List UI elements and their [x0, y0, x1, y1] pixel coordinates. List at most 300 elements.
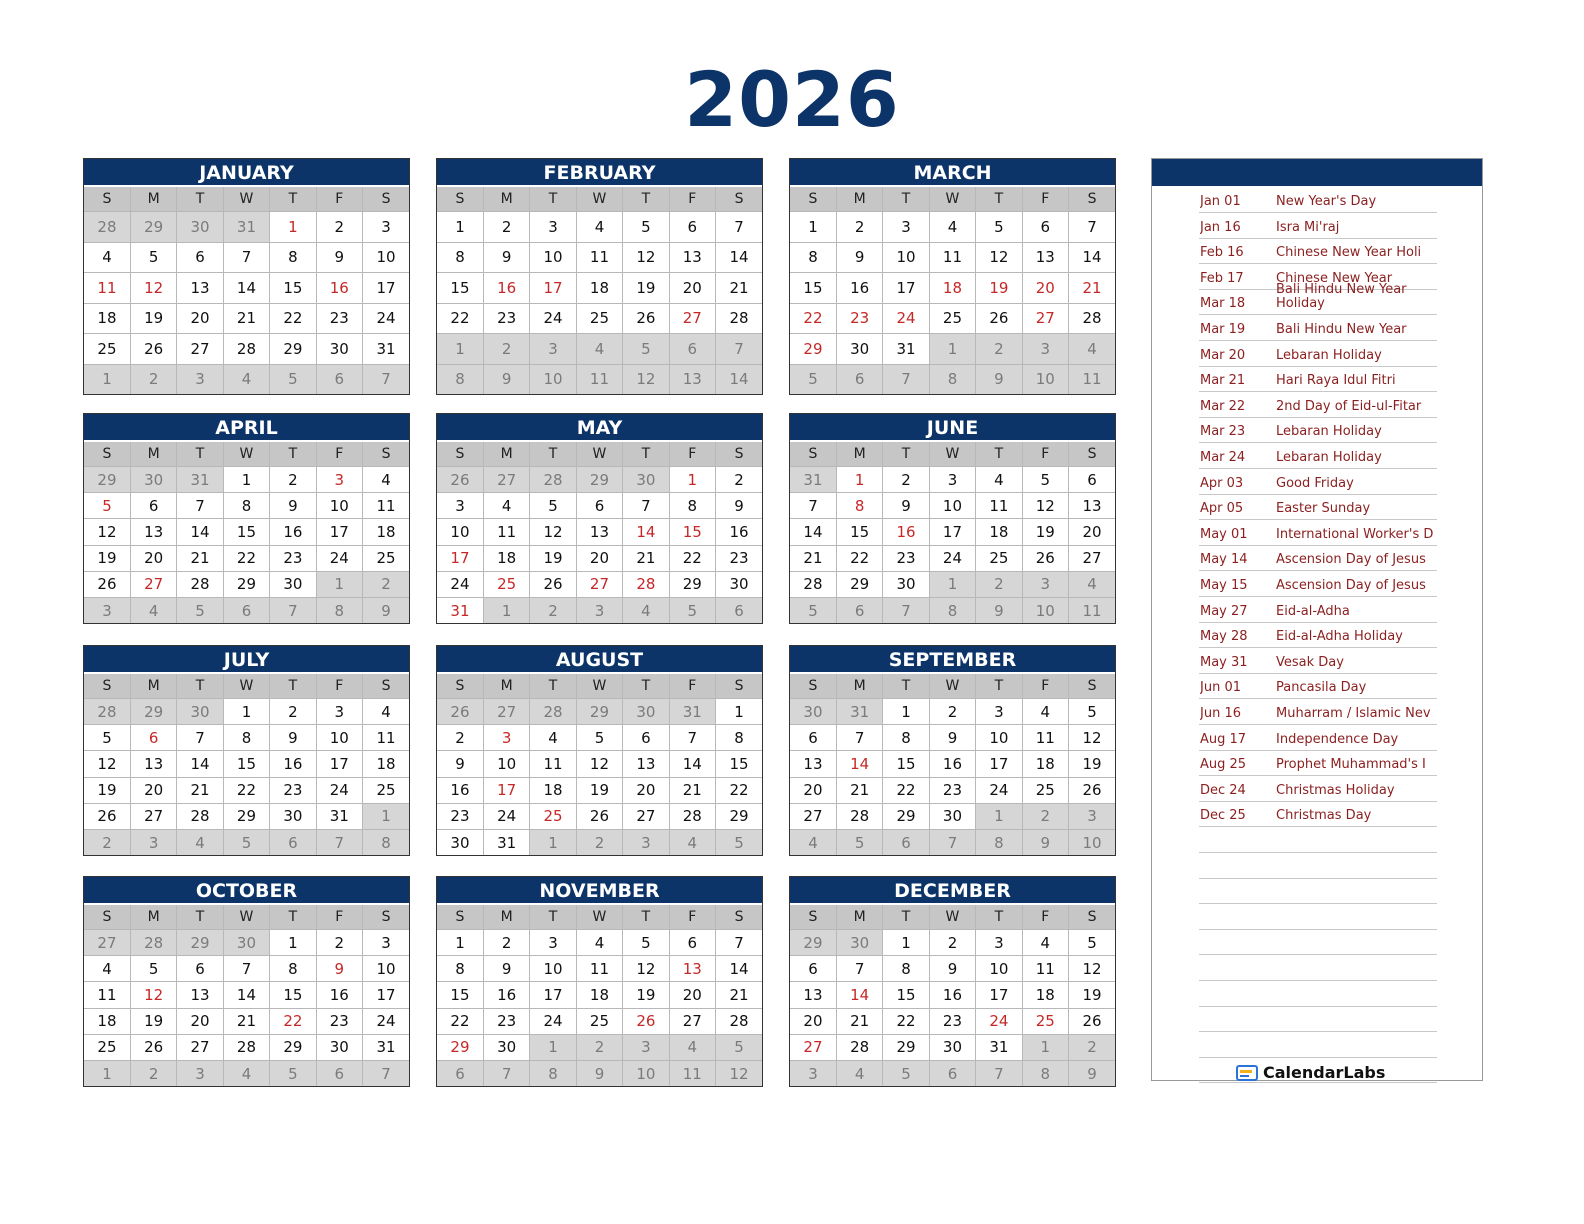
adjacent-month-day: 31 — [223, 212, 269, 243]
day-cell: 7 — [223, 956, 269, 982]
holiday-day: 13 — [669, 956, 715, 982]
day-cell: 30 — [929, 803, 975, 829]
weekday-label: W — [576, 442, 622, 467]
holiday-day: 27 — [790, 1034, 836, 1060]
day-cell: 21 — [716, 982, 762, 1008]
day-cell: 26 — [576, 803, 622, 829]
adjacent-month-day: 7 — [883, 364, 929, 394]
day-cell: 26 — [1022, 545, 1068, 571]
day-cell: 19 — [530, 545, 576, 571]
holiday-row — [1199, 629, 1437, 648]
day-cell: 16 — [929, 982, 975, 1008]
holiday-row — [1199, 398, 1437, 418]
weekday-label: S — [790, 905, 836, 930]
day-cell: 9 — [716, 493, 762, 519]
adjacent-month-day: 9 — [976, 364, 1022, 394]
day-cell: 2 — [437, 725, 483, 751]
day-cell: 13 — [1069, 493, 1115, 519]
holiday-date: Aug 25 — [1200, 757, 1247, 773]
week-row — [790, 364, 1115, 394]
day-cell: 23 — [483, 1008, 529, 1034]
day-cell: 11 — [363, 493, 409, 519]
holiday-date: Apr 03 — [1200, 475, 1244, 491]
month-march — [789, 158, 1116, 395]
week-row — [790, 1034, 1115, 1060]
weekday-label: S — [84, 187, 130, 212]
day-cell: 5 — [576, 725, 622, 751]
month-grid — [790, 187, 1115, 394]
weekday-header-row — [84, 442, 409, 467]
day-cell: 30 — [929, 1034, 975, 1060]
adjacent-month-day: 31 — [836, 699, 882, 725]
holiday-date: Mar 23 — [1200, 424, 1246, 440]
holiday-date: Feb 16 — [1200, 245, 1244, 261]
holiday-date: May 27 — [1200, 603, 1248, 619]
weekday-header-row — [84, 905, 409, 930]
adjacent-month-day: 7 — [363, 364, 409, 394]
week-row — [790, 1060, 1115, 1086]
day-cell: 7 — [790, 493, 836, 519]
weekday-label: T — [623, 187, 669, 212]
day-cell: 17 — [976, 751, 1022, 777]
adjacent-month-day: 29 — [177, 930, 223, 956]
day-cell: 1 — [223, 467, 269, 493]
day-cell: 31 — [976, 1034, 1022, 1060]
week-row — [790, 334, 1115, 365]
holiday-date: Mar 20 — [1200, 347, 1246, 363]
day-cell: 24 — [316, 777, 362, 803]
day-cell: 10 — [976, 725, 1022, 751]
adjacent-month-day: 8 — [929, 597, 975, 623]
adjacent-month-day: 3 — [576, 597, 622, 623]
day-cell: 16 — [716, 519, 762, 545]
day-cell: 14 — [716, 242, 762, 273]
adjacent-month-day: 5 — [716, 829, 762, 855]
weekday-label: S — [716, 674, 762, 699]
day-cell: 25 — [1022, 777, 1068, 803]
day-cell: 24 — [929, 545, 975, 571]
weekday-label: F — [316, 442, 362, 467]
day-cell: 3 — [437, 493, 483, 519]
day-cell: 12 — [623, 956, 669, 982]
month-title: JULY — [84, 646, 409, 674]
holiday-name: Hari Raya Idul Fitri — [1276, 374, 1396, 389]
week-row — [84, 930, 409, 956]
day-cell: 5 — [1069, 699, 1115, 725]
day-cell: 14 — [790, 519, 836, 545]
weekday-label: F — [316, 187, 362, 212]
adjacent-month-day: 30 — [836, 930, 882, 956]
day-cell: 8 — [223, 725, 269, 751]
weekday-label: T — [270, 187, 316, 212]
day-cell: 9 — [929, 725, 975, 751]
adjacent-month-day: 6 — [836, 597, 882, 623]
adjacent-month-day: 2 — [976, 571, 1022, 597]
day-cell: 2 — [716, 467, 762, 493]
holiday-date: Mar 21 — [1200, 373, 1246, 389]
month-grid — [437, 674, 762, 855]
holiday-day: 17 — [437, 545, 483, 571]
weekday-label: T — [530, 187, 576, 212]
week-row — [437, 930, 762, 956]
day-cell: 29 — [883, 1034, 929, 1060]
holiday-row — [1199, 1082, 1437, 1083]
week-row — [790, 493, 1115, 519]
weekday-label: F — [1022, 187, 1068, 212]
day-cell: 2 — [929, 699, 975, 725]
week-row — [84, 1060, 409, 1086]
adjacent-month-day: 3 — [623, 1034, 669, 1060]
day-cell: 3 — [363, 930, 409, 956]
adjacent-month-day: 3 — [790, 1060, 836, 1086]
day-cell: 11 — [1022, 725, 1068, 751]
day-cell: 12 — [84, 751, 130, 777]
adjacent-month-day: 31 — [669, 699, 715, 725]
day-cell: 5 — [1022, 467, 1068, 493]
day-cell: 14 — [223, 982, 269, 1008]
holiday-name: Eid-al-Adha — [1276, 604, 1350, 619]
holiday-date: Aug 17 — [1200, 731, 1247, 747]
month-grid — [84, 187, 409, 394]
day-cell: 24 — [363, 303, 409, 334]
day-cell: 8 — [437, 242, 483, 273]
weekday-label: T — [177, 442, 223, 467]
weekday-label: W — [576, 674, 622, 699]
day-cell: 26 — [530, 571, 576, 597]
day-cell: 8 — [270, 956, 316, 982]
day-cell: 19 — [84, 545, 130, 571]
week-row — [790, 725, 1115, 751]
holiday-row — [1199, 322, 1437, 341]
day-cell: 21 — [716, 273, 762, 304]
holiday-row — [1199, 245, 1437, 264]
holiday-day: 1 — [270, 212, 316, 243]
weekday-label: W — [223, 187, 269, 212]
week-row — [437, 1008, 762, 1034]
day-cell: 22 — [437, 303, 483, 334]
day-cell: 23 — [270, 545, 316, 571]
day-cell: 2 — [836, 212, 882, 243]
weekday-label: T — [177, 187, 223, 212]
day-cell: 20 — [623, 777, 669, 803]
day-cell: 28 — [223, 1034, 269, 1060]
weekday-label: W — [929, 674, 975, 699]
weekday-label: S — [790, 442, 836, 467]
adjacent-month-day: 4 — [576, 334, 622, 365]
holiday-day: 24 — [976, 1008, 1022, 1034]
day-cell: 1 — [437, 212, 483, 243]
adjacent-month-day: 30 — [790, 699, 836, 725]
adjacent-month-day: 27 — [84, 930, 130, 956]
adjacent-month-day: 29 — [130, 212, 176, 243]
day-cell: 3 — [363, 212, 409, 243]
day-cell: 28 — [790, 571, 836, 597]
month-grid — [790, 674, 1115, 855]
day-cell: 20 — [130, 777, 176, 803]
day-cell: 25 — [363, 545, 409, 571]
week-row — [84, 1034, 409, 1060]
day-cell: 28 — [1069, 303, 1115, 334]
day-cell: 30 — [836, 334, 882, 365]
holiday-day: 25 — [483, 571, 529, 597]
day-cell: 17 — [363, 273, 409, 304]
adjacent-month-day: 1 — [976, 803, 1022, 829]
month-title: SEPTEMBER — [790, 646, 1115, 674]
month-december — [789, 876, 1116, 1087]
day-cell: 14 — [177, 519, 223, 545]
day-cell: 28 — [716, 1008, 762, 1034]
adjacent-month-day: 3 — [1022, 334, 1068, 365]
weekday-label: S — [84, 905, 130, 930]
week-row — [437, 212, 762, 243]
week-row — [437, 751, 762, 777]
month-title: FEBRUARY — [437, 159, 762, 187]
weekday-label: T — [530, 674, 576, 699]
day-cell: 19 — [1069, 982, 1115, 1008]
day-cell: 2 — [316, 212, 362, 243]
day-cell: 13 — [177, 273, 223, 304]
holiday-day: 27 — [1022, 303, 1068, 334]
weekday-label: S — [1069, 905, 1115, 930]
adjacent-month-day: 3 — [177, 364, 223, 394]
holiday-row — [1199, 578, 1437, 597]
adjacent-month-day: 28 — [530, 699, 576, 725]
adjacent-month-day: 4 — [130, 597, 176, 623]
day-cell: 24 — [530, 1008, 576, 1034]
day-cell: 14 — [1069, 242, 1115, 273]
day-cell: 5 — [84, 725, 130, 751]
day-cell: 27 — [177, 334, 223, 365]
day-cell: 25 — [576, 1008, 622, 1034]
holiday-row — [1199, 903, 1437, 904]
day-cell: 15 — [883, 751, 929, 777]
holiday-name: Christmas Day — [1276, 809, 1372, 824]
week-row — [84, 699, 409, 725]
adjacent-month-day: 6 — [836, 364, 882, 394]
adjacent-month-day: 1 — [530, 829, 576, 855]
day-cell: 17 — [929, 519, 975, 545]
adjacent-month-day: 12 — [716, 1060, 762, 1086]
day-cell: 16 — [437, 777, 483, 803]
adjacent-month-day: 30 — [623, 699, 669, 725]
week-row — [790, 545, 1115, 571]
holiday-day: 16 — [483, 273, 529, 304]
adjacent-month-day: 26 — [437, 467, 483, 493]
month-title: OCTOBER — [84, 877, 409, 905]
day-cell: 8 — [270, 242, 316, 273]
week-row — [84, 212, 409, 243]
adjacent-month-day: 2 — [530, 597, 576, 623]
holiday-row — [1199, 501, 1437, 520]
adjacent-month-day: 9 — [976, 597, 1022, 623]
holiday-date: Feb 17 — [1200, 270, 1244, 286]
holiday-day: 6 — [130, 725, 176, 751]
day-cell: 19 — [130, 303, 176, 334]
adjacent-month-day: 5 — [836, 829, 882, 855]
day-cell: 23 — [316, 303, 362, 334]
weekday-label: M — [130, 442, 176, 467]
adjacent-month-day: 1 — [929, 571, 975, 597]
day-cell: 7 — [623, 493, 669, 519]
week-row — [84, 571, 409, 597]
weekday-label: T — [883, 905, 929, 930]
day-cell: 17 — [316, 519, 362, 545]
holiday-name: Isra Mi'raj — [1276, 220, 1340, 235]
weekday-header-row — [790, 442, 1115, 467]
weekday-label: T — [623, 674, 669, 699]
adjacent-month-day: 4 — [623, 597, 669, 623]
holiday-row — [1199, 450, 1437, 469]
adjacent-month-day: 31 — [790, 467, 836, 493]
weekday-label: S — [716, 905, 762, 930]
day-cell: 21 — [223, 303, 269, 334]
weekday-label: S — [1069, 442, 1115, 467]
day-cell: 21 — [836, 1008, 882, 1034]
day-cell: 30 — [270, 571, 316, 597]
weekday-label: F — [316, 905, 362, 930]
day-cell: 19 — [623, 982, 669, 1008]
day-cell: 2 — [929, 930, 975, 956]
day-cell: 3 — [976, 699, 1022, 725]
holiday-name: Christmas Holiday — [1276, 783, 1395, 798]
holiday-name: Lebaran Holiday — [1276, 348, 1382, 363]
day-cell: 9 — [270, 493, 316, 519]
day-cell: 31 — [363, 1034, 409, 1060]
day-cell: 24 — [316, 545, 362, 571]
day-cell: 29 — [836, 571, 882, 597]
day-cell: 22 — [669, 545, 715, 571]
adjacent-month-day: 11 — [1069, 364, 1115, 394]
day-cell: 20 — [669, 273, 715, 304]
week-row — [437, 1034, 762, 1060]
holiday-date: Jan 16 — [1200, 219, 1241, 235]
month-grid — [437, 905, 762, 1086]
weekday-label: W — [576, 905, 622, 930]
day-cell: 22 — [223, 777, 269, 803]
year-title: 2026 — [684, 55, 900, 144]
day-cell: 17 — [883, 273, 929, 304]
day-cell: 28 — [836, 1034, 882, 1060]
day-cell: 30 — [437, 829, 483, 855]
day-cell: 14 — [223, 273, 269, 304]
day-cell: 18 — [1022, 982, 1068, 1008]
adjacent-month-day: 29 — [130, 699, 176, 725]
day-cell: 9 — [929, 956, 975, 982]
holiday-name: Independence Day — [1276, 732, 1399, 747]
month-january — [83, 158, 410, 395]
day-cell: 25 — [976, 545, 1022, 571]
day-cell: 30 — [483, 1034, 529, 1060]
day-cell: 5 — [623, 212, 669, 243]
day-cell: 4 — [363, 467, 409, 493]
adjacent-month-day: 2 — [1069, 1034, 1115, 1060]
day-cell: 8 — [716, 725, 762, 751]
week-row — [84, 364, 409, 394]
day-cell: 17 — [316, 751, 362, 777]
holiday-day: 31 — [437, 597, 483, 623]
holiday-row — [1199, 1006, 1437, 1007]
adjacent-month-day: 7 — [716, 334, 762, 365]
holiday-name: Lebaran Holiday — [1276, 451, 1382, 465]
day-cell: 30 — [316, 1034, 362, 1060]
month-may — [436, 413, 763, 624]
holiday-day: 14 — [836, 982, 882, 1008]
holiday-day: 14 — [836, 751, 882, 777]
day-cell: 21 — [177, 777, 223, 803]
day-cell: 19 — [576, 777, 622, 803]
month-grid — [84, 674, 409, 855]
day-cell: 28 — [669, 803, 715, 829]
adjacent-month-day: 10 — [1022, 364, 1068, 394]
adjacent-month-day: 5 — [623, 334, 669, 365]
day-cell: 1 — [223, 699, 269, 725]
adjacent-month-day: 2 — [130, 364, 176, 394]
day-cell: 10 — [530, 242, 576, 273]
day-cell: 3 — [530, 930, 576, 956]
weekday-label: S — [84, 674, 130, 699]
day-cell: 10 — [530, 956, 576, 982]
day-cell: 15 — [883, 982, 929, 1008]
adjacent-month-day: 5 — [270, 364, 316, 394]
adjacent-month-day: 5 — [177, 597, 223, 623]
weekday-label: S — [437, 905, 483, 930]
week-row — [790, 777, 1115, 803]
adjacent-month-day: 1 — [929, 334, 975, 365]
weekday-label: S — [716, 442, 762, 467]
holiday-name: Lebaran Holiday — [1276, 425, 1382, 440]
adjacent-month-day: 30 — [177, 699, 223, 725]
day-cell: 10 — [483, 751, 529, 777]
adjacent-month-day: 3 — [1069, 803, 1115, 829]
holiday-row — [1199, 1057, 1437, 1058]
day-cell: 23 — [483, 303, 529, 334]
weekday-label: M — [130, 187, 176, 212]
day-cell: 17 — [363, 982, 409, 1008]
brand-logo — [1236, 1063, 1385, 1082]
day-cell: 28 — [223, 334, 269, 365]
week-row — [84, 334, 409, 365]
holiday-date: May 14 — [1200, 552, 1248, 568]
month-grid — [790, 442, 1115, 623]
day-cell: 26 — [976, 303, 1022, 334]
day-cell: 26 — [130, 334, 176, 365]
week-row — [790, 467, 1115, 493]
holiday-row — [1199, 852, 1437, 853]
holiday-row — [1199, 603, 1437, 623]
holiday-day: 1 — [669, 467, 715, 493]
adjacent-month-day: 5 — [883, 1060, 929, 1086]
weekday-label: T — [270, 674, 316, 699]
weekday-label: T — [883, 442, 929, 467]
day-cell: 16 — [270, 519, 316, 545]
weekday-label: W — [929, 905, 975, 930]
day-cell: 27 — [790, 803, 836, 829]
holiday-name: Easter Sunday — [1276, 502, 1371, 517]
weekday-label: T — [177, 905, 223, 930]
day-cell: 11 — [576, 956, 622, 982]
day-cell: 20 — [130, 545, 176, 571]
weekday-label: S — [84, 442, 130, 467]
holiday-row — [1199, 980, 1437, 981]
holiday-day: 16 — [316, 273, 362, 304]
month-title: AUGUST — [437, 646, 762, 674]
holiday-row — [1199, 706, 1437, 725]
day-cell: 31 — [483, 829, 529, 855]
holiday-day: 28 — [623, 571, 669, 597]
day-cell: 21 — [623, 545, 669, 571]
month-september — [789, 645, 1116, 856]
day-cell: 3 — [883, 212, 929, 243]
